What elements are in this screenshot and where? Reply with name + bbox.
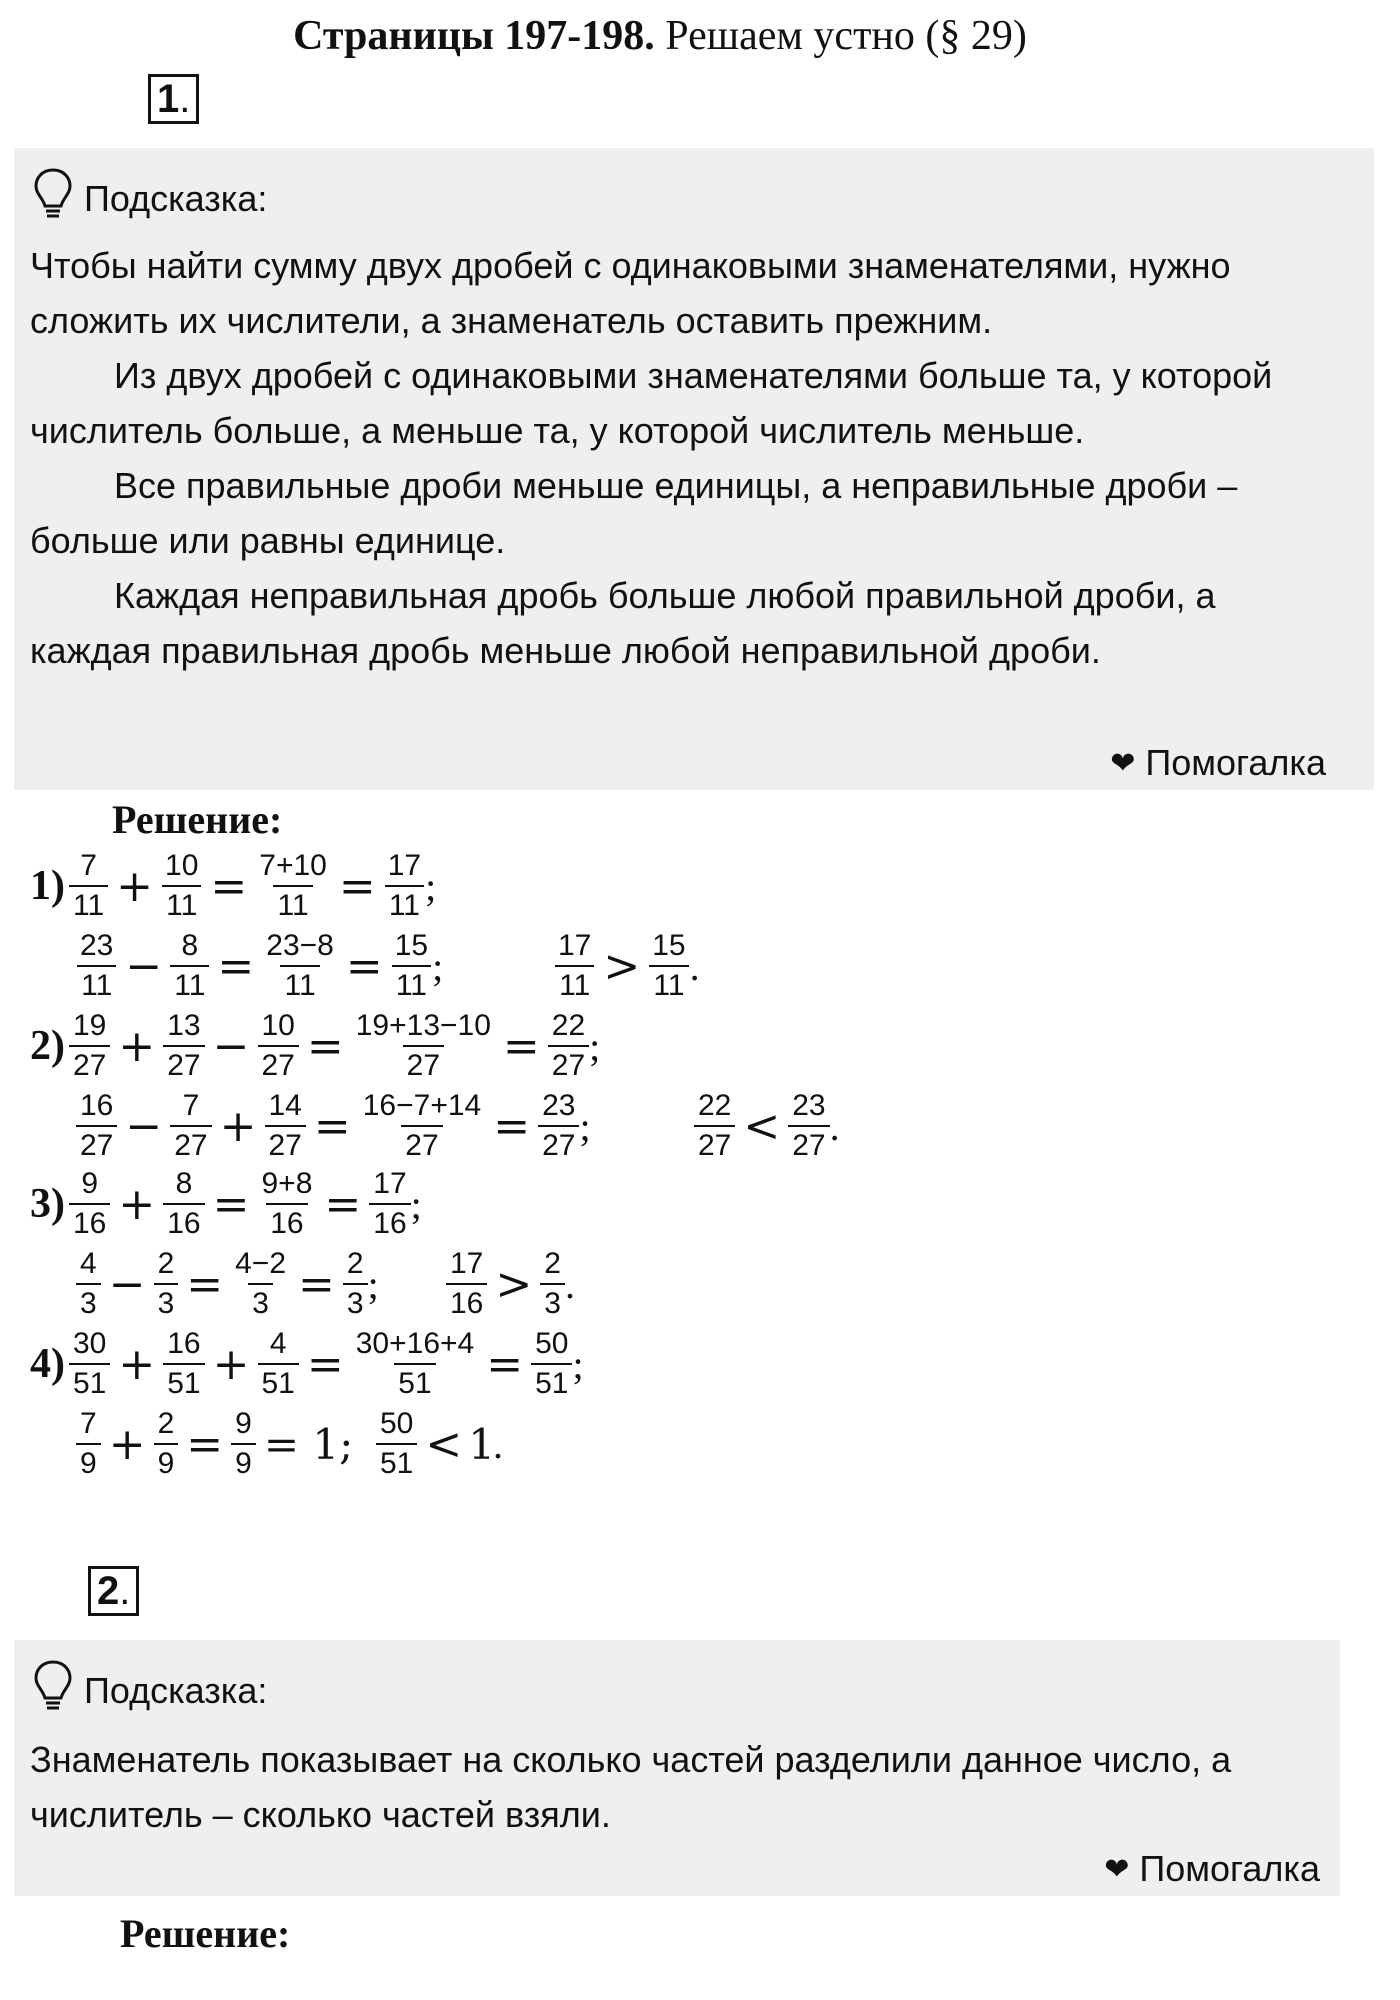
denominator: 3 (343, 1283, 368, 1322)
task-number-2-value: 2 (97, 1569, 120, 1613)
denominator: 11 (280, 965, 319, 1004)
numerator: 23 (80, 929, 114, 962)
fraction (258, 1166, 317, 1242)
punctuation: . (492, 1422, 503, 1467)
operator: = (345, 940, 383, 992)
punctuation: ; (589, 1024, 601, 1069)
punctuation: . (564, 1262, 575, 1307)
hint-text-2 (30, 1732, 1300, 1842)
fraction (538, 1088, 579, 1164)
denominator: 3 (76, 1283, 101, 1322)
hint-paragraph: Каждая неправильная дробь больше любой правильной дроби, а каждая правильная дробь меньше любой неправильной дроби. (30, 575, 1216, 671)
fraction (76, 1088, 117, 1164)
denominator: 11 (385, 885, 424, 924)
numerator: 7+10 (259, 849, 327, 882)
fraction (163, 1166, 204, 1242)
numerator: 30 (73, 1327, 107, 1360)
operator: = (306, 1338, 344, 1390)
item-label: 3) (30, 1181, 65, 1227)
numerator: 16 (167, 1327, 201, 1360)
equation-row (74, 1246, 379, 1322)
operator: = (338, 860, 376, 912)
numerator: 16−7+14 (362, 1089, 482, 1122)
hint-text-1 (30, 238, 1334, 678)
fraction (231, 1406, 256, 1482)
numerator: 14 (268, 1089, 302, 1122)
operator: < (425, 1418, 463, 1470)
fraction (258, 1326, 299, 1402)
denominator: 51 (69, 1363, 110, 1402)
denominator: 27 (170, 1125, 211, 1164)
fraction (265, 1088, 306, 1164)
comparison (692, 1088, 840, 1164)
operator: + (118, 1338, 156, 1390)
denominator: 27 (258, 1045, 299, 1084)
fraction (384, 848, 425, 924)
equation-row (74, 928, 443, 1004)
denominator: 51 (163, 1363, 204, 1402)
fraction (69, 848, 108, 924)
denominator: 11 (649, 965, 688, 1004)
operator: + (219, 1100, 257, 1152)
operator: = (186, 1258, 224, 1310)
fraction (163, 1326, 204, 1402)
lightbulb-icon (32, 166, 74, 231)
task-number-2: 2. (88, 1566, 139, 1616)
helper-link-1[interactable] (1110, 742, 1326, 784)
denominator: 51 (258, 1363, 299, 1402)
task-number-1-value: 1 (157, 77, 180, 121)
comparison (552, 928, 700, 1004)
operator: + (108, 1418, 146, 1470)
denominator: 3 (154, 1283, 179, 1322)
denominator: 27 (265, 1125, 306, 1164)
lightbulb-icon (32, 1658, 74, 1723)
denominator: 3 (248, 1283, 273, 1322)
punctuation: ; (425, 864, 437, 909)
punctuation: . (689, 944, 700, 989)
page-title (0, 12, 1320, 60)
hint-paragraph: Все правильные дроби меньше единицы, а неправильные дроби – больше или равны единице. (30, 465, 1238, 561)
fraction (531, 1326, 572, 1402)
denominator: 27 (69, 1045, 110, 1084)
fraction (69, 1326, 110, 1402)
denominator: 27 (694, 1125, 735, 1164)
denominator: 27 (403, 1045, 444, 1084)
hint-header-1 (32, 166, 267, 231)
operator: + (212, 1338, 250, 1390)
denominator: 16 (69, 1203, 110, 1242)
equation-tail: = 1; (263, 1419, 354, 1469)
numerator: 30+16+4 (355, 1327, 475, 1360)
punctuation: . (829, 1104, 840, 1149)
denominator: 51 (394, 1363, 435, 1402)
fraction (258, 1008, 299, 1084)
operator: + (118, 1020, 156, 1072)
denominator: 51 (531, 1363, 572, 1402)
denominator: 11 (170, 965, 209, 1004)
operator: = (502, 1020, 540, 1072)
punctuation: ; (367, 1262, 379, 1307)
helper-label: Помогалка (1145, 742, 1326, 783)
numerator: 10 (165, 849, 199, 882)
fraction (359, 1088, 485, 1164)
comparison (444, 1246, 575, 1322)
numerator: 9 (81, 1167, 99, 1200)
hint-paragraph: Знаменатель показывает на сколько частей разделили данное число, а числитель – сколько частей взяли. (30, 1739, 1232, 1835)
page-title-bold: Страницы 197-198. (293, 13, 655, 59)
operator: > (495, 1258, 533, 1310)
page-title-rest: Решаем устно (§ 29) (654, 13, 1027, 59)
numerator: 2 (157, 1247, 175, 1280)
denominator: 11 (392, 965, 431, 1004)
fraction (161, 848, 202, 924)
hint-title-1: Подсказка: (84, 177, 268, 219)
numerator: 9 (235, 1407, 252, 1440)
denominator: 27 (163, 1045, 204, 1084)
operator: = (306, 1020, 344, 1072)
numerator: 50 (535, 1327, 569, 1360)
denominator: 9 (154, 1443, 179, 1482)
denominator: 11 (555, 965, 594, 1004)
denominator: 51 (376, 1443, 417, 1482)
denominator: 3 (540, 1283, 565, 1322)
fraction (170, 928, 209, 1004)
denominator: 27 (548, 1045, 589, 1084)
denominator: 11 (77, 965, 116, 1004)
fraction (446, 1246, 487, 1322)
operator: = (210, 860, 248, 912)
operator: − (125, 940, 163, 992)
denominator: 27 (76, 1125, 117, 1164)
operator: − (125, 1100, 163, 1152)
fraction (154, 1246, 179, 1322)
fraction (154, 1406, 179, 1482)
fraction (352, 1008, 495, 1084)
denominator: 16 (266, 1203, 307, 1242)
hint-paragraph: Из двух дробей с одинаковыми знаменателями больше та, у которой числитель больше, а меньше та, у которой числитель меньше. (30, 355, 1273, 451)
helper-label: Помогалка (1139, 1848, 1320, 1889)
heart-icon: ❤ (1110, 745, 1136, 781)
equation-row (30, 1166, 422, 1242)
numerator: 9+8 (261, 1167, 313, 1200)
fraction (540, 1246, 565, 1322)
numerator: 13 (167, 1009, 201, 1042)
operator: = (298, 1258, 335, 1310)
fraction (76, 1246, 101, 1322)
denominator: 27 (788, 1125, 829, 1164)
numerator: 19 (73, 1009, 107, 1042)
operator: − (108, 1258, 146, 1310)
numerator: 16 (80, 1089, 114, 1122)
numerator: 7 (182, 1089, 200, 1122)
punctuation: ; (572, 1342, 584, 1387)
numerator: 7 (80, 1407, 97, 1440)
numerator: 2 (544, 1247, 561, 1280)
numerator: 15 (652, 929, 686, 962)
fraction (548, 1008, 589, 1084)
fraction (788, 1088, 829, 1164)
denominator: 27 (538, 1125, 579, 1164)
fraction (343, 1246, 368, 1322)
item-label: 2) (30, 1023, 65, 1069)
hint-title-2: Подсказка: (84, 1669, 268, 1711)
operator: = (212, 1178, 250, 1230)
operator: + (116, 860, 154, 912)
fraction (69, 1008, 110, 1084)
numerator: 17 (558, 929, 592, 962)
hint-box-2 (14, 1640, 1340, 1896)
numerator: 17 (387, 849, 422, 882)
punctuation: ; (432, 944, 444, 989)
denominator: 11 (69, 885, 108, 924)
fraction (69, 1166, 110, 1242)
solution-label-2: Решение: (120, 1911, 291, 1956)
numerator: 23 (792, 1089, 826, 1122)
numerator: 8 (175, 1167, 193, 1200)
punctuation: ; (579, 1104, 591, 1149)
hint-paragraph: Чтобы найти сумму двух дробей с одинаковыми знаменателями, нужно сложить их числители, а знаменатель оставить прежним. (30, 245, 1231, 341)
numerator: 22 (698, 1089, 732, 1122)
equation-row (30, 1008, 600, 1084)
numerator: 23−8 (266, 929, 334, 962)
numerator: 4 (80, 1247, 97, 1280)
comparison-value: 1 (468, 1419, 495, 1469)
item-label: 1) (30, 863, 65, 909)
operator: = (186, 1418, 224, 1470)
fraction (255, 848, 331, 924)
fraction (369, 1166, 410, 1242)
operator: = (313, 1100, 351, 1152)
fraction (170, 1088, 211, 1164)
numerator: 10 (261, 1009, 295, 1042)
fraction (163, 1008, 204, 1084)
numerator: 7 (80, 849, 97, 882)
fraction (648, 928, 689, 1004)
fraction (352, 1326, 478, 1402)
comparison (374, 1406, 503, 1482)
numerator: 2 (346, 1247, 364, 1280)
denominator: 16 (163, 1203, 204, 1242)
numerator: 4 (269, 1327, 287, 1360)
fraction (262, 928, 338, 1004)
punctuation: ; (410, 1182, 422, 1227)
equation-row (74, 1088, 591, 1164)
fraction (391, 928, 432, 1004)
fraction (694, 1088, 735, 1164)
denominator: 11 (162, 885, 201, 924)
denominator: 9 (76, 1443, 101, 1482)
fraction (554, 928, 595, 1004)
denominator: 16 (369, 1203, 410, 1242)
denominator: 16 (446, 1283, 487, 1322)
item-label: 4) (30, 1341, 65, 1387)
numerator: 17 (450, 1247, 484, 1280)
helper-link-2[interactable] (1104, 1848, 1320, 1890)
numerator: 15 (394, 929, 429, 962)
equation-row (30, 848, 436, 924)
heart-icon: ❤ (1104, 1851, 1130, 1887)
numerator: 22 (551, 1009, 586, 1042)
numerator: 23 (542, 1089, 576, 1122)
numerator: 17 (373, 1167, 407, 1200)
numerator: 8 (181, 929, 199, 962)
numerator: 19+13−10 (355, 1009, 491, 1042)
fraction (76, 1406, 101, 1482)
denominator: 9 (231, 1443, 256, 1482)
equation-row (30, 1326, 584, 1402)
equation-row (74, 1406, 353, 1482)
numerator: 2 (157, 1407, 175, 1440)
task-number-1: 1. (148, 74, 199, 124)
operator: < (743, 1100, 781, 1152)
denominator: 27 (401, 1125, 442, 1164)
fraction (376, 1406, 417, 1482)
operator: > (603, 940, 641, 992)
numerator: 50 (380, 1407, 414, 1440)
operator: = (324, 1178, 362, 1230)
denominator: 11 (273, 885, 312, 924)
operator: + (118, 1178, 156, 1230)
hint-box-1 (14, 148, 1374, 790)
operator: = (493, 1100, 531, 1152)
fraction (76, 928, 117, 1004)
numerator: 4−2 (235, 1247, 287, 1280)
operator: − (212, 1020, 250, 1072)
operator: = (217, 940, 255, 992)
solution-label-1: Решение: (112, 797, 283, 842)
hint-header-2 (32, 1658, 267, 1723)
operator: = (486, 1338, 524, 1390)
fraction (231, 1246, 290, 1322)
